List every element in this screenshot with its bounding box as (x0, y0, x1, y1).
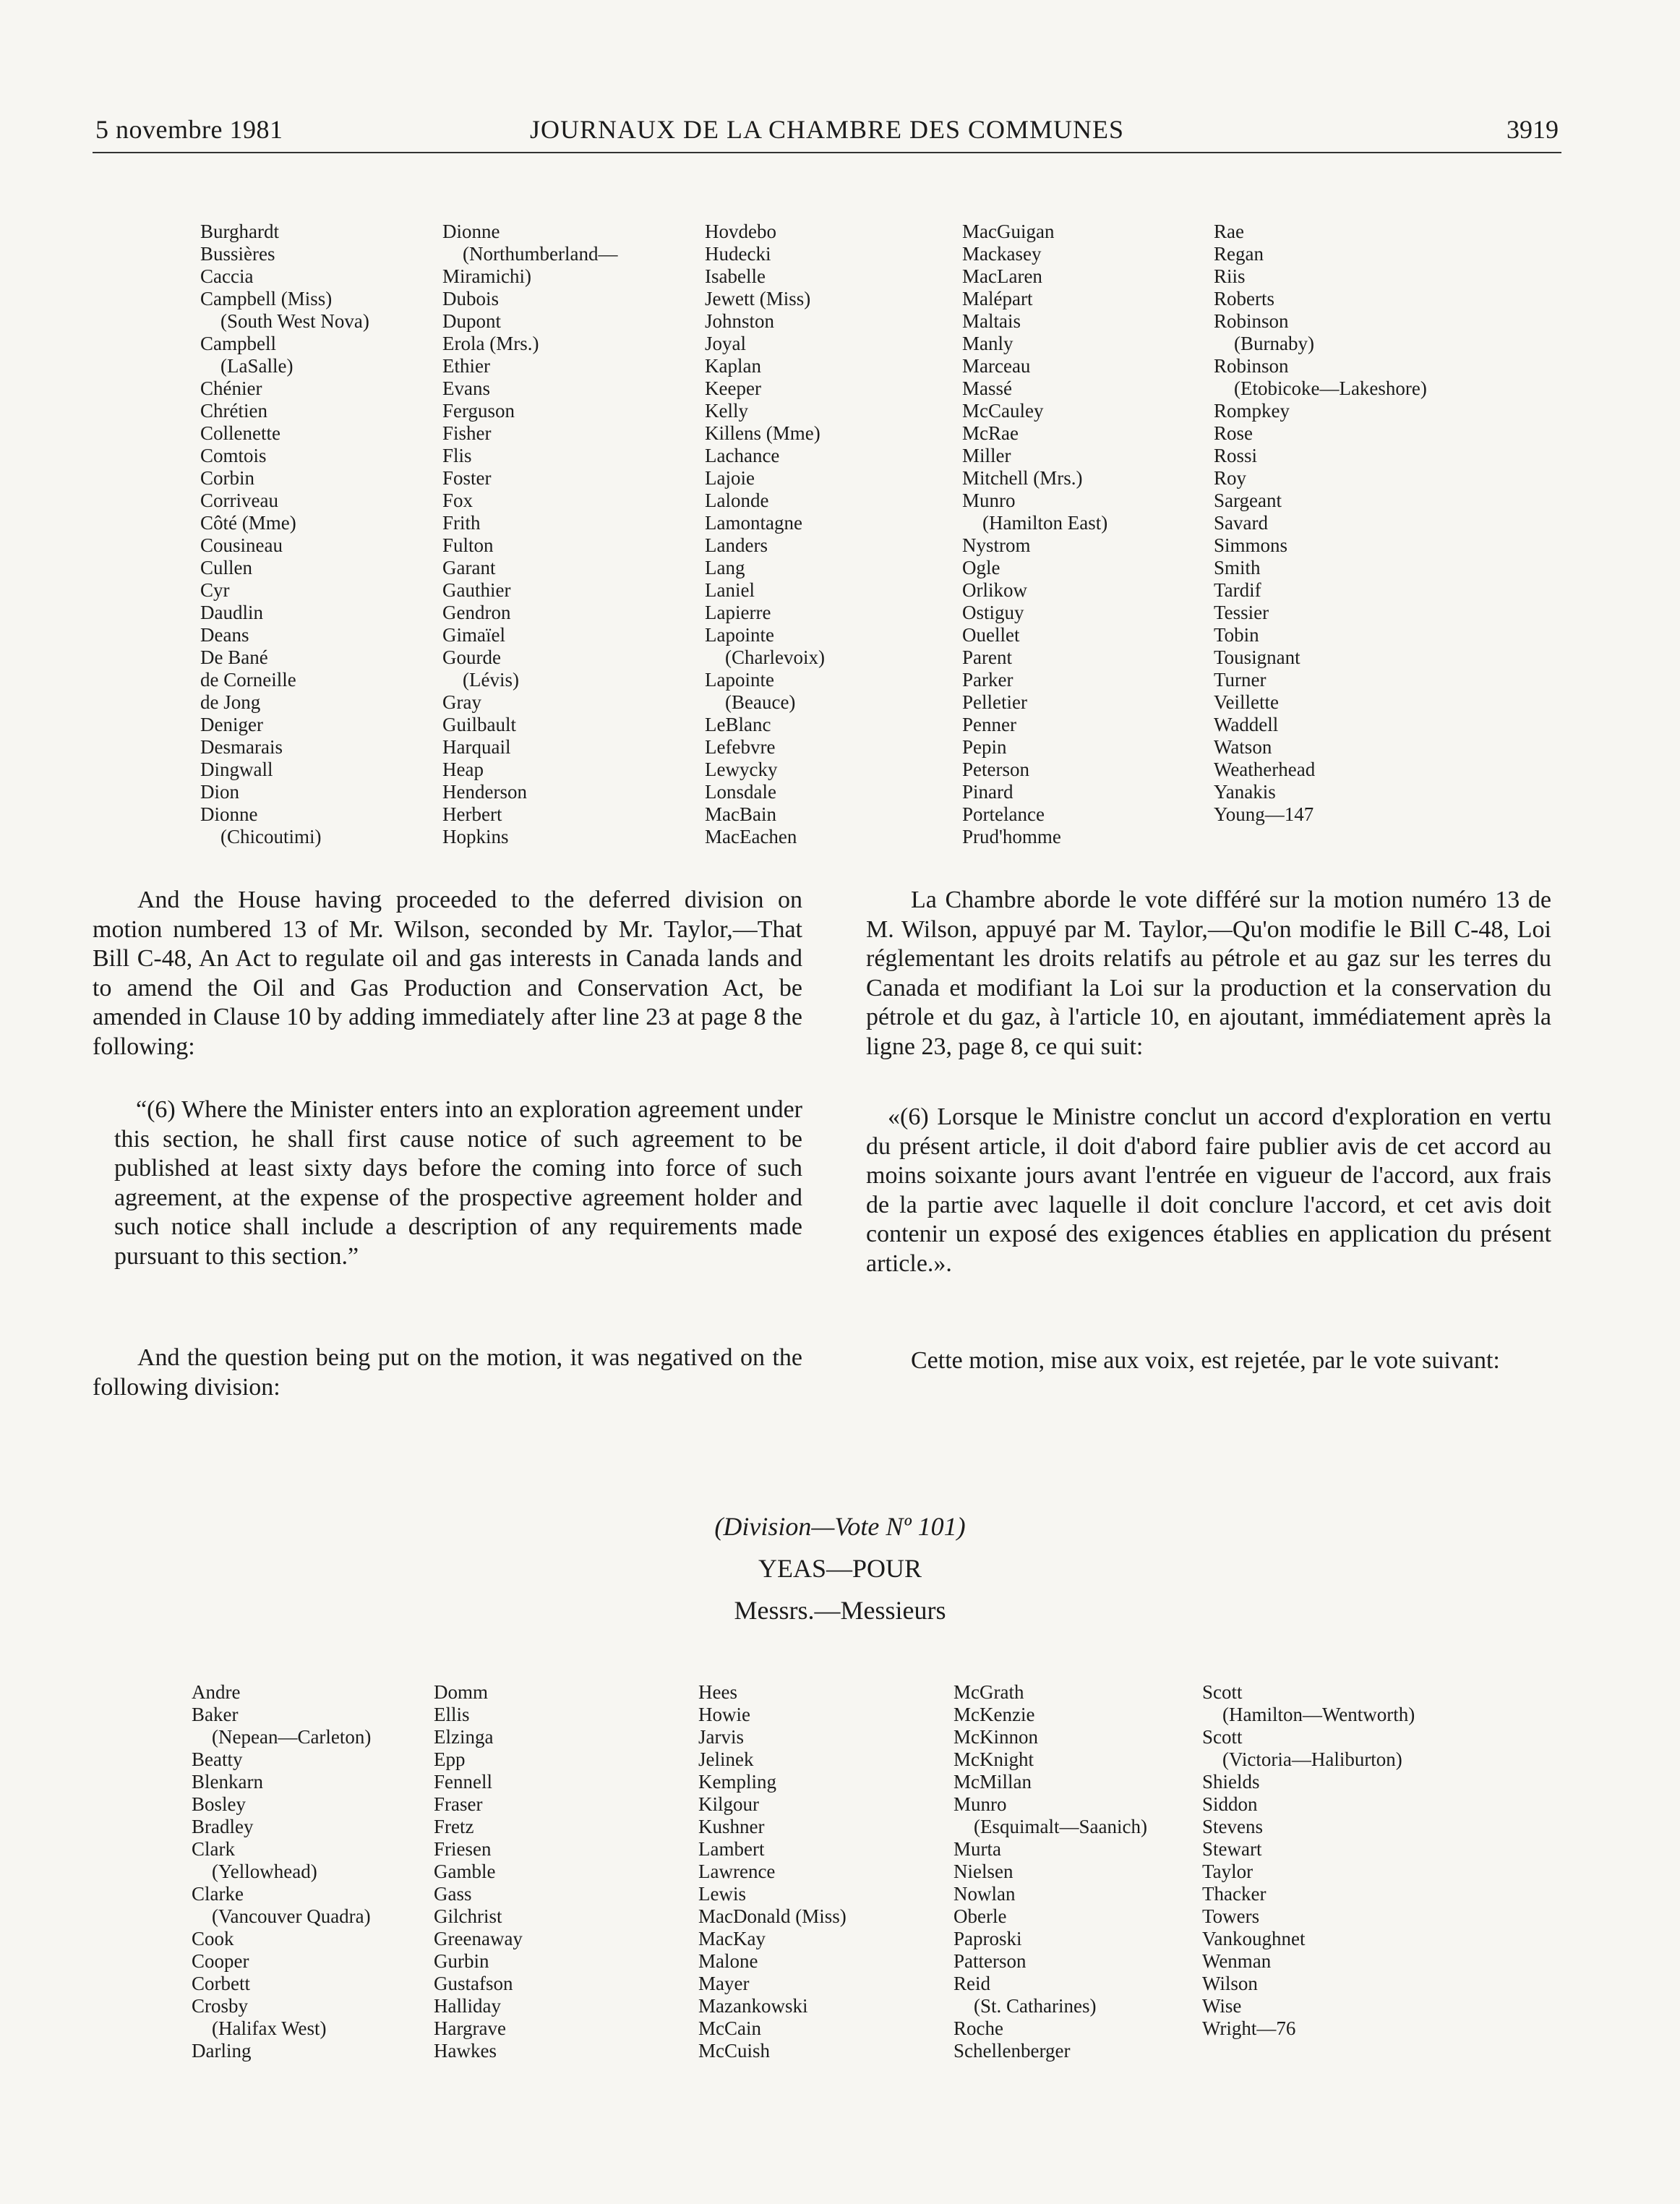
member-name: Fox (442, 490, 473, 511)
page-header (93, 108, 1561, 153)
member-name: Landers (705, 534, 768, 556)
member-name: Kaplan (705, 355, 761, 377)
member-name: Chrétien (200, 400, 267, 422)
member-name: McCauley (962, 400, 1044, 422)
member-name: McMillan (953, 1771, 1032, 1793)
member-name: Lang (705, 557, 745, 578)
member-name: Veillette (1214, 691, 1279, 713)
member-name: Pelletier (962, 691, 1027, 713)
member-name: Ouellet (962, 624, 1020, 646)
member-name: Gourde (442, 646, 501, 668)
member-name: (Chicoutimi) (220, 826, 322, 847)
member-name: Riis (1214, 265, 1246, 287)
member-name: Henderson (442, 781, 527, 803)
member-name: Rae (1214, 221, 1244, 242)
member-name: Ostiguy (962, 602, 1024, 623)
member-name: Malépart (962, 288, 1033, 309)
member-name: Harquail (442, 736, 511, 758)
member-name: Reid (953, 1973, 990, 1994)
member-name: Mitchell (Mrs.) (962, 467, 1083, 489)
member-name: Penner (962, 714, 1016, 735)
header-date: 5 novembre 1981 (95, 115, 283, 144)
member-name: Oberle (953, 1905, 1007, 1927)
member-name: Manly (962, 333, 1013, 354)
member-name: Mazankowski (698, 1995, 808, 2017)
member-name: (St. Catharines) (974, 1995, 1097, 2017)
member-name: Jelinek (698, 1748, 754, 1770)
member-name: Elzinga (434, 1726, 494, 1748)
member-name: Baker (192, 1704, 239, 1725)
member-name: (Beauce) (725, 691, 796, 713)
member-name: Fulton (442, 534, 494, 556)
member-name: Herbert (442, 803, 502, 825)
member-name: Evans (442, 377, 490, 399)
member-name: Robinson (1214, 355, 1289, 377)
member-name: Lawrence (698, 1861, 776, 1882)
member-name: Stewart (1202, 1838, 1262, 1860)
member-name: Fraser (434, 1793, 483, 1815)
member-name: Domm (434, 1681, 489, 1703)
member-name: Towers (1202, 1905, 1260, 1927)
member-name: Peterson (962, 759, 1029, 780)
member-name: Pepin (962, 736, 1007, 758)
member-name: Rossi (1214, 445, 1258, 466)
member-name: Foster (442, 467, 492, 489)
english-intro-paragraph: And the House having proceeded to the deferred division on motion numbered 13 of Mr. Wilson, seconded by Mr. Taylor,—That Bill C-48, An Act to regulate oil and gas interests in Canada lands and to amend the Oil and Gas Production and Conservation Act, be amended in Clause 10 by adding immediately after line 23 at page 8 the following: (93, 887, 802, 1060)
member-name: McRae (962, 422, 1019, 444)
english-amendment-quote: “(6) Where the Minister enters into an exploration agreement under this section, he shall first cause notice of such agreement to be published at least sixty days before the coming into force of such agreement, at the expense of the prospective agreement holder and such notice shall include a description of any requirements made pursuant to this section.” (114, 1096, 802, 1270)
member-name: Jarvis (698, 1726, 744, 1748)
member-name: de Corneille (200, 669, 296, 691)
member-name: Cullen (200, 557, 252, 578)
member-name: Miramichi) (442, 265, 531, 287)
member-name: Joyal (705, 333, 746, 354)
member-name: Lapointe (705, 669, 774, 691)
member-name: Lewycky (705, 759, 778, 780)
member-name: de Jong (200, 691, 261, 713)
name-column-1 (192, 1681, 371, 2062)
member-name: Ellis (434, 1704, 470, 1725)
member-name: Munro (962, 490, 1016, 511)
member-name: Corbett (192, 1973, 250, 1994)
division-subtitle: YEAS—POUR (758, 1554, 922, 1583)
member-name: LeBlanc (705, 714, 771, 735)
member-name: Parent (962, 646, 1012, 668)
member-name: Clark (192, 1838, 235, 1860)
member-name: Weatherhead (1214, 759, 1316, 780)
member-name: Dion (200, 781, 239, 803)
member-name: MacKay (698, 1928, 766, 1949)
member-name: Cyr (200, 579, 230, 601)
member-name: Kushner (698, 1816, 765, 1837)
name-column-5 (1202, 1681, 1415, 2040)
member-name: Smith (1214, 557, 1261, 578)
member-name: Prud'homme (962, 826, 1061, 847)
member-name: Ferguson (442, 400, 515, 422)
member-name: Darling (192, 2040, 252, 2062)
member-name: Daudlin (200, 602, 263, 623)
member-name: (Victoria—Haliburton) (1222, 1748, 1402, 1770)
member-name: Nowlan (953, 1883, 1016, 1905)
member-name: Dionne (200, 803, 258, 825)
member-name: Scott (1202, 1726, 1243, 1748)
member-name: McKenzie (953, 1704, 1035, 1725)
member-name: Gimaïel (442, 624, 505, 646)
member-name: Roberts (1214, 288, 1274, 309)
member-name: Hawkes (434, 2040, 497, 2062)
member-name: Gamble (434, 1861, 496, 1882)
name-column-2 (442, 221, 617, 848)
member-name: Isabelle (705, 265, 766, 287)
member-name: Dubois (442, 288, 500, 309)
member-name: Desmarais (200, 736, 283, 758)
member-name: (Yellowhead) (212, 1861, 317, 1882)
member-name: Roche (953, 2017, 1003, 2039)
member-name: De Bané (200, 646, 268, 668)
member-name: Shields (1202, 1771, 1260, 1793)
name-column-4 (953, 1681, 1147, 2062)
member-name: Lonsdale (705, 781, 776, 803)
member-name: Kempling (698, 1771, 776, 1793)
member-name: Cook (192, 1928, 234, 1949)
member-name: Bussières (200, 243, 275, 265)
member-list-top (0, 221, 1680, 850)
member-name: Howie (698, 1704, 750, 1725)
member-name: (Halifax West) (212, 2017, 327, 2039)
member-name: Bosley (192, 1793, 247, 1815)
member-name: Corbin (200, 467, 255, 489)
member-name: Gendron (442, 602, 511, 623)
member-name: (Hamilton—Wentworth) (1222, 1704, 1415, 1725)
member-name: Fretz (434, 1816, 474, 1837)
member-name: (Hamilton East) (982, 512, 1108, 534)
member-name: Campbell (Miss) (200, 288, 333, 309)
member-name: Hovdebo (705, 221, 776, 242)
member-name: Lachance (705, 445, 780, 466)
member-name: Lapointe (705, 624, 774, 646)
member-name: Wilson (1202, 1973, 1258, 1994)
member-name: Vankoughnet (1202, 1928, 1306, 1949)
member-name: Scott (1202, 1681, 1243, 1703)
member-name: McGrath (953, 1681, 1024, 1703)
member-name: Blenkarn (192, 1771, 263, 1793)
member-name: Chénier (200, 377, 262, 399)
member-name: Mayer (698, 1973, 750, 1994)
member-name: Wise (1202, 1995, 1242, 2017)
member-name: Dionne (442, 221, 500, 242)
member-name: Heap (442, 759, 484, 780)
name-column-3 (698, 1681, 847, 2062)
member-name: McKnight (953, 1748, 1034, 1770)
member-name: Rose (1214, 422, 1253, 444)
member-name: Campbell (200, 333, 276, 354)
member-name: Massé (962, 377, 1012, 399)
member-name: Caccia (200, 265, 254, 287)
member-name: Gilchrist (434, 1905, 502, 1927)
member-name: (Nepean—Carleton) (212, 1726, 372, 1748)
member-name: Lapierre (705, 602, 771, 623)
member-name: Sargeant (1214, 490, 1282, 511)
french-amendment-quote: «(6) Lorsque le Ministre conclut un accord d'exploration en vertu du présent article, il doit d'abord faire publier avis de cet accord au moins soixante jours avant l'entrée en vigueur de l'accord, aux frais de la partie avec laquelle il doit conclure l'accord, et cet avis doit contenir un exposé des exigences établies en application du présent article.». (866, 1103, 1551, 1277)
member-name: Deniger (200, 714, 263, 735)
member-name: Young—147 (1214, 803, 1314, 825)
member-name: Patterson (953, 1950, 1027, 1972)
page-number: 3919 (1507, 115, 1559, 144)
member-name: MacBain (705, 803, 776, 825)
member-name: Clarke (192, 1883, 244, 1905)
member-name: Watson (1214, 736, 1272, 758)
member-name: McCuish (698, 2040, 771, 2062)
member-name: Hees (698, 1681, 737, 1703)
member-name: (Northumberland— (463, 243, 618, 265)
member-name: Collenette (200, 422, 280, 444)
member-name: Keeper (705, 377, 761, 399)
member-name: Deans (200, 624, 249, 646)
member-name: Ethier (442, 355, 490, 377)
member-name: Gauthier (442, 579, 511, 601)
member-name: Erola (Mrs.) (442, 333, 539, 354)
member-name: Marceau (962, 355, 1031, 377)
english-result-paragraph: And the question being put on the motion, it was negatived on the following division: (93, 1344, 802, 1401)
member-name: Laniel (705, 579, 755, 601)
member-name: Thacker (1202, 1883, 1267, 1905)
member-name: Côté (Mme) (200, 512, 296, 534)
member-name: Frith (442, 512, 481, 534)
member-name: Maltais (962, 310, 1021, 332)
name-column-2 (434, 1681, 523, 2062)
member-name: Andre (192, 1681, 241, 1703)
member-name: Lambert (698, 1838, 765, 1860)
member-name: Munro (953, 1793, 1007, 1815)
french-intro-paragraph: La Chambre aborde le vote différé sur la motion numéro 13 de M. Wilson, appuyé par M. Taylor,—Qu'on modifie le Bill C-48, Loi réglementant les droits relatifs au pétrole et au gaz sur les terres du Canada et modifiant la Loi sur la production et la conservation du pétrole et du gaz, à l'article 10, en ajoutant, immédiatement après la ligne 23, page 8, ce qui suit: (866, 887, 1551, 1060)
member-name: Flis (442, 445, 472, 466)
member-name: Garant (442, 557, 496, 578)
member-name: (Esquimalt—Saanich) (974, 1816, 1147, 1837)
member-name: Regan (1214, 243, 1264, 265)
member-name: McKinnon (953, 1726, 1038, 1748)
member-name: Nystrom (962, 534, 1031, 556)
member-name: Stevens (1202, 1816, 1263, 1837)
member-list-yeas (0, 1681, 1680, 2072)
member-name: Gass (434, 1883, 472, 1905)
header-title: JOURNAUX DE LA CHAMBRE DES COMMUNES (529, 115, 1125, 144)
member-name: Orlikow (962, 579, 1027, 601)
division-messrs: Messrs.—Messieurs (734, 1596, 946, 1625)
division-title: (Division—Vote Nº 101) (714, 1512, 966, 1541)
member-name: Dupont (442, 310, 501, 332)
member-name: Gurbin (434, 1950, 489, 1972)
member-name: Crosby (192, 1995, 249, 2017)
member-name: Rompkey (1214, 400, 1290, 422)
member-name: Kilgour (698, 1793, 759, 1815)
member-name: Beatty (192, 1748, 243, 1770)
member-name: Lamontagne (705, 512, 802, 534)
member-name: Gray (442, 691, 481, 713)
member-name: Wenman (1202, 1950, 1272, 1972)
member-name: Paproski (953, 1928, 1022, 1949)
member-name: Yanakis (1214, 781, 1276, 803)
member-name: Savard (1214, 512, 1268, 534)
member-name: Malone (698, 1950, 758, 1972)
member-name: (Burnaby) (1234, 333, 1314, 354)
member-name: Tobin (1214, 624, 1259, 646)
member-name: Parker (962, 669, 1013, 691)
member-name: Friesen (434, 1838, 492, 1860)
member-name: (South West Nova) (220, 310, 369, 332)
member-name: Mackasey (962, 243, 1042, 265)
member-name: Killens (Mme) (705, 422, 820, 444)
member-name: (Charlevoix) (725, 646, 825, 668)
member-name: Miller (962, 445, 1011, 466)
member-name: Jewett (Miss) (705, 288, 811, 309)
member-name: Lewis (698, 1883, 746, 1905)
member-name: Tessier (1214, 602, 1269, 623)
member-name: Tardif (1214, 579, 1261, 601)
member-name: Murta (953, 1838, 1001, 1860)
member-name: MacEachen (705, 826, 797, 847)
member-name: Comtois (200, 445, 267, 466)
member-name: Greenaway (434, 1928, 523, 1949)
member-name: Hudecki (705, 243, 771, 265)
member-name: Roy (1214, 467, 1247, 489)
member-name: Pinard (962, 781, 1013, 803)
member-name: Bradley (192, 1816, 254, 1837)
member-name: Robinson (1214, 310, 1289, 332)
member-name: Dingwall (200, 759, 273, 780)
member-name: Hopkins (442, 826, 509, 847)
member-name: MacLaren (962, 265, 1042, 287)
member-name: (Lévis) (463, 669, 519, 691)
member-name: (Etobicoke—Lakeshore) (1234, 377, 1427, 399)
name-column-1 (200, 221, 369, 848)
member-name: MacGuigan (962, 221, 1055, 242)
member-name: Nielsen (953, 1861, 1013, 1882)
member-name: Guilbault (442, 714, 516, 735)
member-name: Simmons (1214, 534, 1288, 556)
name-column-3 (705, 221, 825, 848)
member-name: Burghardt (200, 221, 279, 242)
member-name: Siddon (1202, 1793, 1258, 1815)
member-name: Kelly (705, 400, 748, 422)
member-name: Epp (434, 1748, 466, 1770)
member-name: Fennell (434, 1771, 492, 1793)
name-column-5 (1214, 221, 1427, 826)
member-name: Gustafson (434, 1973, 513, 1994)
member-name: Lefebvre (705, 736, 776, 758)
member-name: Lajoie (705, 467, 755, 489)
member-name: Corriveau (200, 490, 278, 511)
member-name: Cooper (192, 1950, 249, 1972)
member-name: Hargrave (434, 2017, 506, 2039)
member-name: Ogle (962, 557, 1000, 578)
member-name: Schellenberger (953, 2040, 1071, 2062)
member-name: (Vancouver Quadra) (212, 1905, 371, 1927)
member-name: Cousineau (200, 534, 283, 556)
name-column-4 (962, 221, 1107, 848)
member-name: Taylor (1202, 1861, 1253, 1882)
member-name: Turner (1214, 669, 1267, 691)
member-name: (LaSalle) (220, 355, 293, 377)
french-result-paragraph: Cette motion, mise aux voix, est rejetée, par le vote suivant: (911, 1347, 1500, 1374)
member-name: Wright—76 (1202, 2017, 1296, 2039)
member-name: Waddell (1214, 714, 1279, 735)
member-name: McCain (698, 2017, 761, 2039)
member-name: Tousignant (1214, 646, 1300, 668)
member-name: MacDonald (Miss) (698, 1905, 847, 1927)
member-name: Portelance (962, 803, 1045, 825)
member-name: Fisher (442, 422, 492, 444)
member-name: Johnston (705, 310, 775, 332)
member-name: Lalonde (705, 490, 769, 511)
member-name: Halliday (434, 1995, 501, 2017)
